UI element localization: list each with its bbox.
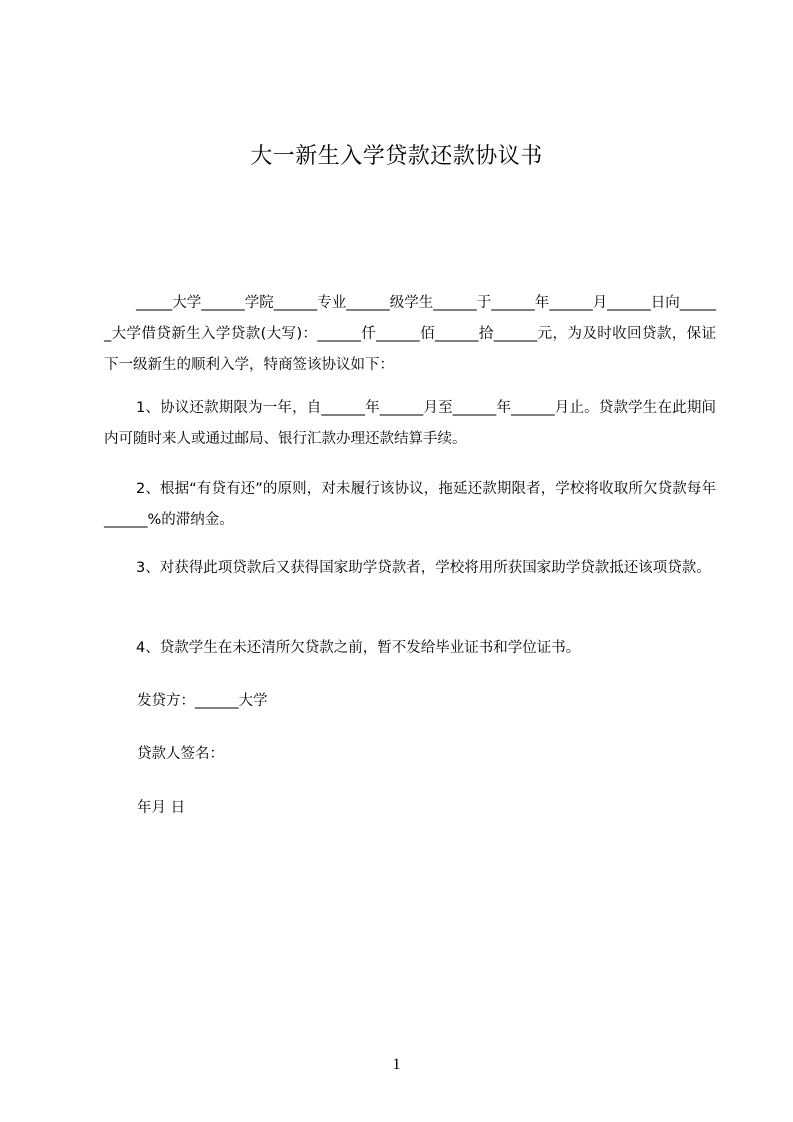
intro-paragraph: _____大学______学院______专业______级学生______于______年______月______日向______大学借贷新生入学贷款(大写)：______仟______佰______拾______元，为及时收回贷款，保证下一级新生的顺利入学，特商签该协议如下：: [104, 295, 716, 373]
lender-line: 发贷方：______大学: [137, 693, 268, 709]
borrower-signature-line: 贷款人签名：: [137, 746, 224, 762]
clause-4: 4、贷款学生在未还清所欠贷款之前，暂不发给毕业证书和学位证书。: [136, 640, 581, 656]
document-title: 大一新生入学贷款还款协议书: [250, 144, 543, 169]
clause-3: 3、对获得此项贷款后又获得国家助学贷款者，学校将用所获国家助学贷款抵还该项贷款。: [136, 560, 711, 576]
page-number: 1: [392, 1056, 401, 1073]
clause-1: 1、协议还款期限为一年，自______年______月至______年______月止。贷款学生在此期间内可随时来人或通过邮局、银行汇款办理还款结算手续。: [104, 400, 716, 447]
date-line: 年月 日: [137, 800, 186, 816]
clause-2: 2、根据“有贷有还”的原则，对未履行该协议，拖延还款期限者，学校将收取所欠贷款每年______%的滞纳金。: [104, 481, 716, 528]
